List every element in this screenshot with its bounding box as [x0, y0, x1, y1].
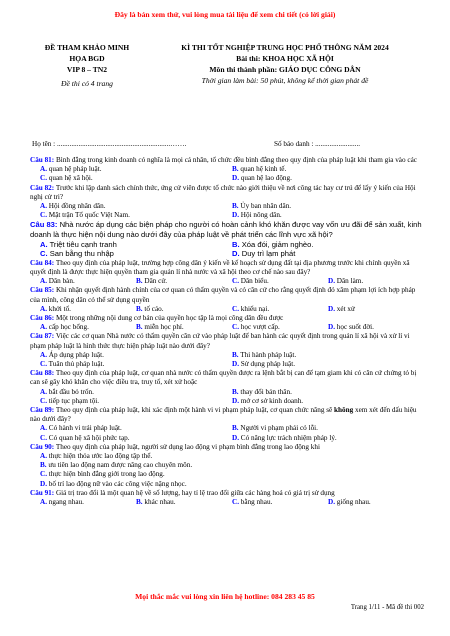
option-row: [30, 240, 424, 250]
option-letter: A.: [40, 498, 47, 507]
answer-option[interactable]: [232, 424, 424, 433]
option-letter: B.: [232, 424, 239, 433]
exam-time: Thời gian làm bài: 50 phút, không kể thời gian phát đề: [201, 76, 369, 85]
question-stem: [30, 286, 424, 304]
option-letter: D.: [232, 360, 239, 369]
option-row: [30, 397, 424, 406]
preview-banner: Đây là bản xem thử, vui lòng mua tài liệu để xem chi tiết (có lời giải): [114, 10, 336, 19]
question-stem: [30, 369, 424, 387]
option-row: [30, 470, 424, 479]
question-number: Câu 84:: [30, 258, 55, 267]
header-left-line-1: ĐỀ THAM KHẢO MINH: [44, 43, 130, 52]
option-letter: D.: [232, 396, 239, 405]
option-text: Tuân thủ pháp luật.: [48, 360, 105, 369]
question-number: Câu 81:: [30, 156, 55, 164]
option-letter: C.: [40, 396, 47, 405]
option-text: khác nhau.: [144, 498, 176, 507]
answer-option[interactable]: [232, 249, 424, 259]
answer-option[interactable]: [232, 240, 424, 250]
option-letter: C.: [40, 360, 47, 369]
option-letter: D.: [232, 211, 239, 220]
question-text: Giá trị trao đổi là một quan hệ về số lượng, hay tỉ lệ trao đổi giữa các hàng hoá có giá trị sử dụng: [55, 488, 335, 497]
option-text: học suốt đời.: [336, 323, 374, 332]
option-text: San bằng thu nhập: [49, 249, 114, 259]
answer-option[interactable]: [232, 202, 424, 211]
option-text: Mặt trận Tổ quốc Việt Nam.: [48, 211, 130, 220]
exam-title: KÌ THI TỐT NGHIỆP TRUNG HỌC PHỔ THÔNG NĂM 2024: [181, 43, 389, 52]
answer-option[interactable]: [40, 360, 232, 369]
question-number: Câu 87:: [30, 332, 55, 341]
hotline-footer: Mọi thắc mắc vui lòng xin liên hệ hotline: 084 283 45 85: [135, 592, 315, 601]
question-number: Câu 83:: [30, 220, 58, 230]
answer-option[interactable]: [40, 351, 232, 360]
option-text: quan hệ pháp luật.: [48, 165, 102, 174]
option-text: tố cáo.: [144, 304, 164, 313]
question-text: Theo quy định của pháp luật, trường hợp công dân ý kiến về kế hoạch sử dụng đất tại địa phương trước khi chính quyền xã quyết định là được thực hiện quyền tham gia quản lí nhà nước và xã hội theo cơ chế nào sau đây?: [30, 258, 410, 276]
option-letter: B.: [136, 498, 143, 507]
question-stem: [30, 332, 424, 350]
option-letter: B.: [232, 239, 240, 249]
answer-option[interactable]: [136, 305, 232, 314]
answer-option[interactable]: [40, 174, 232, 183]
option-letter: C.: [40, 249, 48, 259]
option-letter: B.: [232, 387, 239, 396]
option-row: [30, 424, 424, 433]
answer-option[interactable]: [40, 452, 424, 461]
answer-option[interactable]: [232, 397, 424, 406]
question-number: Câu 91:: [30, 488, 55, 497]
answer-option[interactable]: [232, 165, 424, 174]
option-text: Dân bàn.: [48, 277, 75, 286]
answer-option[interactable]: [232, 305, 328, 314]
question-number: Câu 90:: [30, 442, 55, 451]
option-letter: C.: [232, 277, 239, 286]
question-stem: [30, 220, 424, 239]
option-text: thực hiện bình đẳng giới trong lao động.: [48, 470, 165, 479]
exam-header-left: [32, 42, 142, 89]
option-text: khởi tố.: [48, 304, 71, 313]
option-text: Thi hành pháp luật.: [240, 350, 297, 359]
answer-option[interactable]: [40, 434, 232, 443]
option-letter: A.: [40, 304, 47, 313]
answer-option[interactable]: [232, 498, 328, 507]
answer-option[interactable]: [40, 202, 232, 211]
question: [30, 332, 424, 369]
option-row: [30, 202, 424, 211]
option-letter: C.: [40, 433, 47, 442]
question-stem: [30, 259, 424, 277]
candidate-id-line: [32, 140, 422, 149]
option-text: thay đổi bản thân.: [240, 387, 292, 396]
question-text: Khi nhận quyết định hành chính của cơ quan có thẩm quyền và có căn cứ cho rằng quyết định đó xâm phạm lợi ích hợp pháp của mình, công dân có thể sử dụng quyền: [30, 286, 416, 304]
answer-option[interactable]: [40, 498, 136, 507]
answer-option[interactable]: [232, 434, 424, 443]
option-row: [30, 434, 424, 443]
option-row: [30, 388, 424, 397]
option-letter: D.: [328, 277, 335, 286]
candidate-name-field: Họ tên : ...............................................................…….: [32, 140, 187, 148]
option-letter: A.: [40, 239, 48, 249]
answer-option[interactable]: [40, 240, 232, 250]
option-letter: A.: [40, 202, 47, 211]
header-left-pages: Đề thi có 4 trang: [61, 79, 113, 88]
option-letter: B.: [232, 165, 239, 174]
option-text: xét xử: [336, 304, 355, 313]
option-text: Ủy ban nhân dân.: [240, 202, 292, 211]
option-letter: B.: [40, 461, 47, 470]
option-text: Sử dụng pháp luật.: [240, 360, 296, 369]
option-letter: B.: [136, 304, 143, 313]
question-text: Một trong những nội dung cơ bản của quyền học tập là mọi công dân đều được: [55, 314, 284, 323]
question-text: Theo quy định của pháp luật, người sử dụng lao động vi phạm bình đẳng trong lao động khi: [55, 442, 320, 451]
answer-option[interactable]: [40, 388, 232, 397]
answer-option[interactable]: [40, 305, 136, 314]
question-text: Trước khi lập danh sách chính thức, ứng cử viên được tổ chức nào giới thiệu về nơi công tác hay cư trú để lấy ý kiến của Hội nghị cử tri?: [30, 183, 416, 201]
option-text: ưu tiên lao động nam được nâng cao chuyên môn.: [48, 461, 193, 470]
option-letter: D.: [328, 323, 335, 332]
option-row: [30, 351, 424, 360]
question: [30, 406, 424, 443]
question-stem: [30, 156, 424, 165]
question: [30, 220, 424, 258]
option-text: Người vi phạm phải có lỗi.: [240, 424, 318, 433]
option-text: Có hành vi trái pháp luật.: [48, 424, 122, 433]
option-text: khiếu nại.: [240, 304, 270, 313]
question-list: [30, 156, 424, 507]
option-text: cấp học bổng.: [48, 323, 89, 332]
answer-option[interactable]: [136, 498, 232, 507]
answer-option[interactable]: [232, 211, 424, 220]
answer-option[interactable]: [232, 174, 424, 183]
answer-option[interactable]: [40, 480, 424, 489]
question: [30, 443, 424, 489]
option-letter: D.: [232, 433, 239, 442]
option-text: Áp dụng pháp luật.: [48, 350, 104, 359]
answer-option[interactable]: [40, 249, 232, 259]
option-letter: A.: [40, 323, 47, 332]
question-text: Nhà nước áp dụng các biện pháp cho người có hoàn cảnh khó khăn được vay vốn ưu đãi để sản xuất, kinh doanh là thực hiện nội dung nào dưới đây của pháp luật về phát triển các lĩnh vực xã hội?: [30, 220, 422, 240]
option-text: bố trí lao động nữ vào các công việc nặng nhọc.: [48, 479, 187, 488]
candidate-number-field: Số báo danh : .........................: [274, 140, 361, 148]
question-text-cont: xem xét đến dấu hiệu nào dưới đây?: [30, 406, 417, 424]
question-stem: [30, 184, 424, 202]
question: [30, 314, 424, 332]
option-text: Duy trì lạm phát: [241, 249, 296, 259]
option-text: Dân cử.: [144, 277, 168, 286]
option-text: học vượt cấp.: [240, 323, 280, 332]
option-row: [30, 480, 424, 489]
option-letter: D.: [232, 174, 239, 183]
option-letter: D.: [328, 498, 335, 507]
option-text: quan hệ lao động.: [240, 174, 292, 183]
option-letter: C.: [232, 304, 239, 313]
question: [30, 184, 424, 221]
question-text: Bình đẳng trong kinh doanh có nghĩa là mọi cá nhân, tổ chức đều bình đẳng theo quy định của pháp luật khi tham gia vào các: [55, 156, 417, 164]
question-stem: [30, 314, 424, 323]
answer-option[interactable]: [40, 397, 232, 406]
header-left-line-3: VIP 8 – TN2: [66, 65, 108, 74]
option-letter: C.: [40, 211, 47, 220]
answer-option[interactable]: [328, 305, 424, 314]
answer-option[interactable]: [328, 498, 424, 507]
option-row: [30, 165, 424, 174]
question: [30, 259, 424, 287]
option-row: [30, 305, 424, 314]
option-text: Có năng lực trách nhiệm pháp lý.: [240, 433, 337, 442]
option-text: bắt đầu bỏ trốn.: [48, 387, 94, 396]
question: [30, 489, 424, 507]
answer-option[interactable]: [232, 351, 424, 360]
option-letter: B.: [232, 350, 239, 359]
option-text: Triệt tiêu cạnh tranh: [49, 239, 117, 249]
question-number: Câu 86:: [30, 314, 55, 323]
answer-option[interactable]: [40, 211, 232, 220]
option-letter: A.: [40, 424, 47, 433]
option-row: [30, 174, 424, 183]
option-letter: C.: [232, 498, 239, 507]
question-text: Theo quy định của pháp luật, khi xác định một hành vi vi phạm pháp luật, cơ quan chức năng sẽ: [55, 406, 333, 415]
question: [30, 156, 424, 184]
option-text: Dân biểu.: [240, 277, 269, 286]
option-letter: D.: [328, 304, 335, 313]
answer-option[interactable]: [232, 388, 424, 397]
option-letter: C.: [40, 470, 47, 479]
option-row: [30, 211, 424, 220]
option-letter: D.: [40, 479, 47, 488]
option-letter: A.: [40, 165, 47, 174]
option-text: Xóa đói, giảm nghèo.: [241, 239, 314, 249]
question-text: Việc các cơ quan Nhà nước có thẩm quyền căn cứ vào pháp luật để ban hành các quyết định trong quản lí xã hội và xử lí vi phạm pháp luật là hình thức thực hiện pháp luật nào dưới đây?: [30, 332, 410, 350]
question-number: Câu 89:: [30, 406, 55, 415]
option-letter: C.: [232, 323, 239, 332]
question-stem: [30, 489, 424, 498]
option-letter: B.: [136, 323, 143, 332]
question-stem: [30, 406, 424, 424]
option-letter: A.: [40, 277, 47, 286]
question-text: Theo quy định của pháp luật, cơ quan nhà nước có thẩm quyền được ra lệnh bắt bị can để tạm giam khi có căn cứ chứng tỏ bị can sẽ gây khó khăn cho việc điều tra, truy tố, xét xử hoặc: [30, 369, 417, 387]
option-row: [30, 498, 424, 507]
exam-subject: Bài thi: KHOA HỌC XÃ HỘI: [236, 54, 334, 63]
exam-component: Môn thi thành phần: GIÁO DỤC CÔNG DÂN: [209, 65, 361, 74]
answer-option[interactable]: [232, 360, 424, 369]
option-row: [30, 360, 424, 369]
option-letter: A.: [40, 387, 47, 396]
option-text: quan hệ kinh tế.: [240, 165, 287, 174]
answer-option[interactable]: [40, 165, 232, 174]
option-text: thực hiện thỏa ước lao động tập thể.: [48, 452, 153, 461]
option-letter: B.: [232, 202, 239, 211]
header-left-line-2: HỌA BGD: [69, 54, 105, 63]
option-text: quan hệ xã hội.: [48, 174, 93, 183]
question-stem: [30, 443, 424, 452]
option-row: [30, 249, 424, 259]
option-text: Hội đồng nhân dân.: [48, 202, 106, 211]
option-text: Dân làm.: [336, 277, 364, 286]
question-emphasis: không: [334, 406, 354, 415]
option-row: [30, 452, 424, 461]
question: [30, 286, 424, 314]
answer-option[interactable]: [40, 470, 424, 479]
option-letter: D.: [232, 249, 240, 259]
option-letter: A.: [40, 350, 47, 359]
question-number: Câu 85:: [30, 286, 55, 295]
option-text: bằng nhau.: [240, 498, 273, 507]
question-number: Câu 82:: [30, 183, 55, 192]
option-letter: A.: [40, 452, 47, 461]
option-text: Có quan hệ xã hội phức tạp.: [48, 433, 130, 442]
option-text: miễn học phí.: [144, 323, 184, 332]
page-number: Trang 1/11 - Mã đề thi 002: [350, 604, 424, 611]
option-letter: C.: [40, 174, 47, 183]
question: [30, 369, 424, 406]
option-text: ngang nhau.: [48, 498, 84, 507]
question-number: Câu 88:: [30, 369, 55, 378]
option-text: giống nhau.: [336, 498, 371, 507]
exam-header-right: [150, 42, 420, 86]
option-text: Hội nông dân.: [240, 211, 282, 220]
option-text: tiếp tục phạm tội.: [48, 396, 100, 405]
option-text: mở cơ sở kinh doanh.: [240, 396, 304, 405]
answer-option[interactable]: [40, 424, 232, 433]
option-letter: B.: [136, 277, 143, 286]
